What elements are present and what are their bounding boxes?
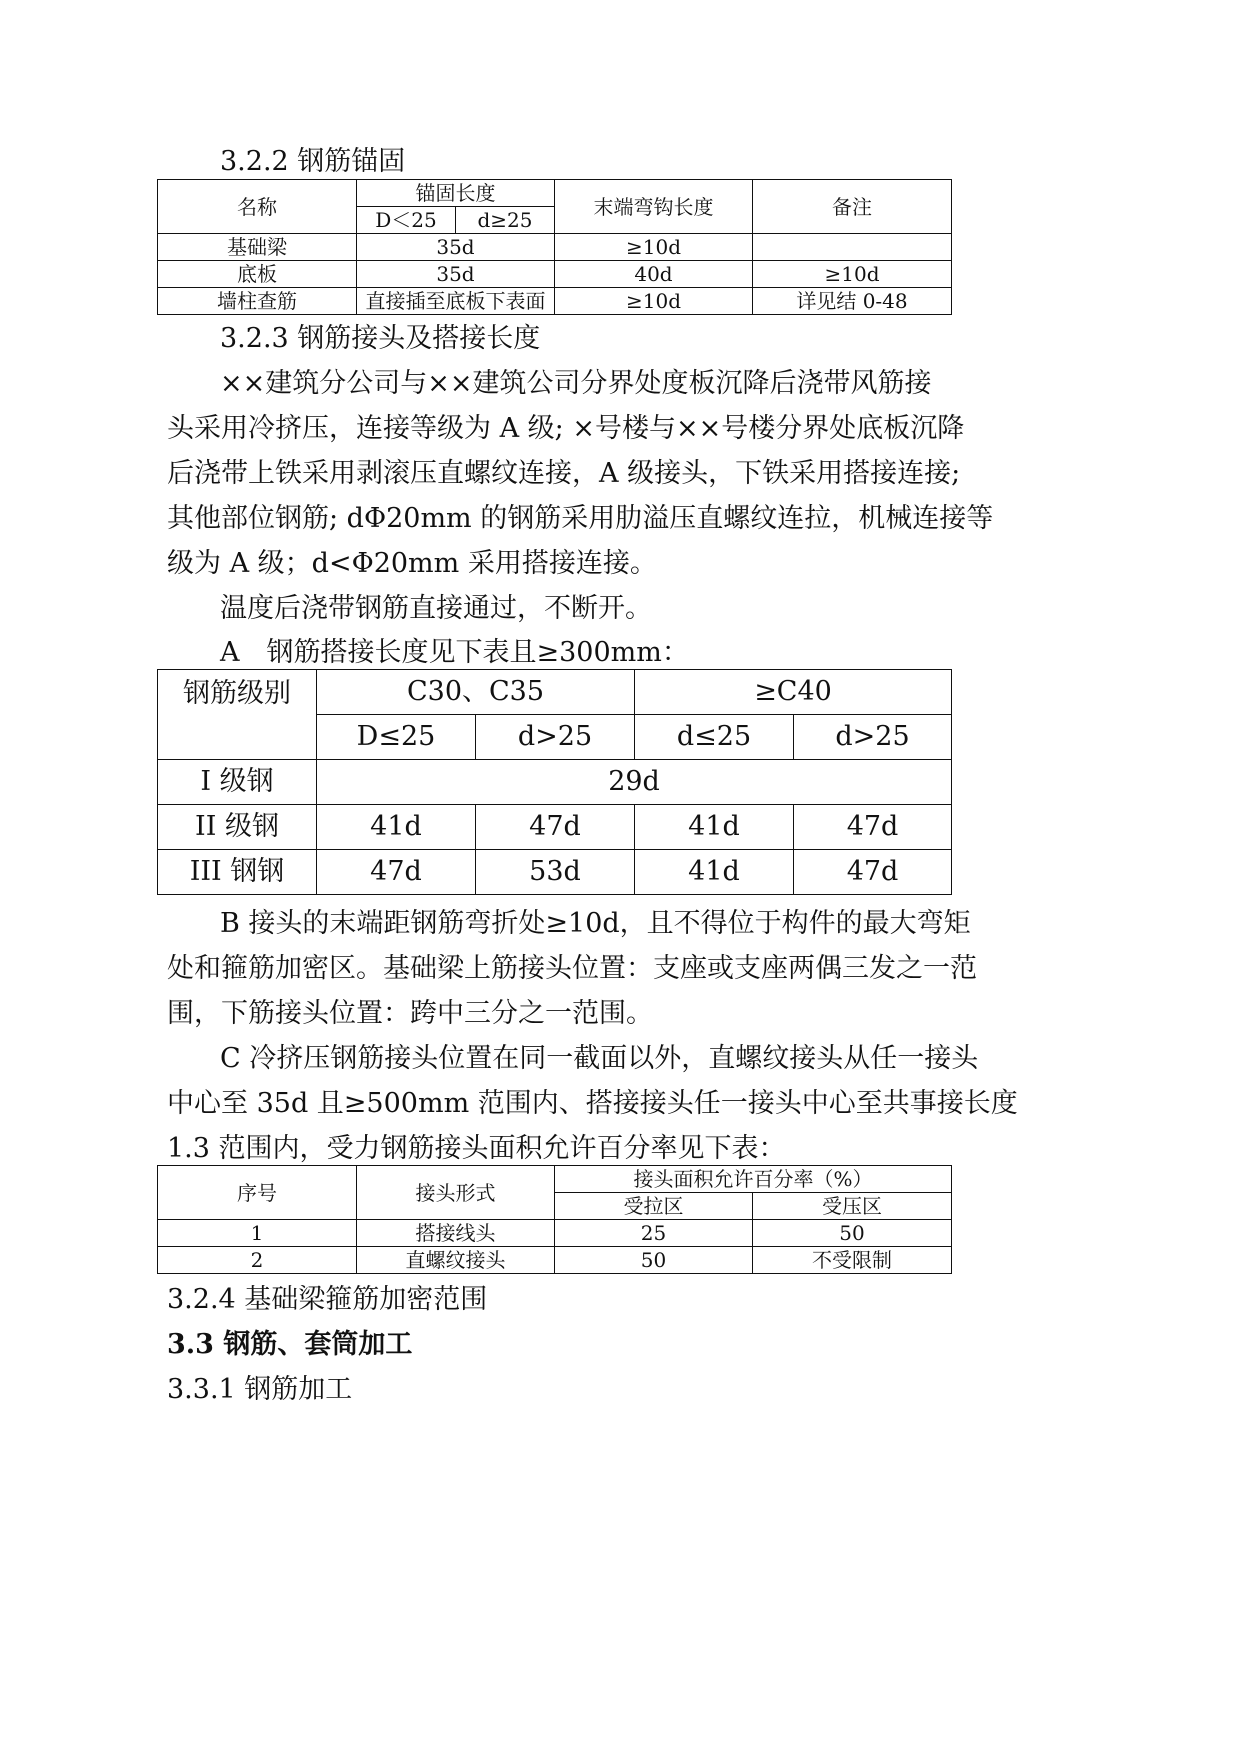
header-form: 接头形式 — [357, 1166, 555, 1220]
cell: 直螺纹接头 — [357, 1247, 555, 1274]
sub-header: d≤25 — [635, 715, 794, 760]
header-tension: 受拉区 — [555, 1193, 753, 1220]
cell: 35d — [357, 234, 555, 261]
table-row — [158, 1247, 952, 1274]
paragraph-line: A 钢筋搭接长度见下表且≥300mm： — [220, 637, 689, 668]
cell: 直接插至底板下表面 — [357, 288, 555, 315]
header-d-lt-25: D＜25 — [357, 207, 456, 234]
cell: 40d — [555, 261, 753, 288]
sub-header: D≤25 — [317, 715, 476, 760]
table-row — [158, 850, 952, 895]
cell: 墙柱查筋 — [158, 288, 357, 315]
header-c40: ≥C40 — [635, 670, 952, 715]
cell: ≥10d — [555, 288, 753, 315]
table-row — [158, 261, 952, 288]
cell: 基础梁 — [158, 234, 357, 261]
header-name: 名称 — [158, 180, 357, 234]
lap-length-table — [157, 669, 952, 895]
cell: 41d — [635, 850, 794, 895]
header-d-ge-25: d≥25 — [456, 207, 555, 234]
paragraph-line: C 冷挤压钢筋接头位置在同一截面以外，直螺纹接头从任一接头 — [220, 1043, 979, 1074]
table-row — [158, 760, 952, 805]
row-label: II 级钢 — [158, 805, 317, 850]
paragraph-line: 其他部位钢筋; dΦ20mm 的钢筋采用肋溢压直螺纹连拉，机械连接等 — [167, 503, 994, 534]
anchorage-table — [157, 179, 952, 315]
cell: 不受限制 — [753, 1247, 952, 1274]
cell: 35d — [357, 261, 555, 288]
cell: 2 — [158, 1247, 357, 1274]
cell: 50 — [753, 1220, 952, 1247]
sub-header: d>25 — [794, 715, 952, 760]
paragraph-line: ××建筑分公司与××建筑公司分界处度板沉降后浇带风筋接 — [220, 368, 932, 399]
cell: 41d — [317, 805, 476, 850]
paragraph-line: 中心至 35d 且≥500mm 范围内、搭接接头任一接头中心至共事接长度 — [167, 1088, 1018, 1119]
header-c30-c35: C30、C35 — [317, 670, 635, 715]
table-row — [158, 234, 952, 261]
cell: 41d — [635, 805, 794, 850]
paragraph-line: 后浇带上铁采用剥滚压直螺纹连接，A 级接头，下铁采用搭接连接; — [167, 458, 961, 489]
heading-3-2-4: 3.2.4 基础梁箍筋加密范围 — [167, 1284, 488, 1315]
cell: 29d — [317, 760, 952, 805]
heading-3-2-2: 3.2.2 钢筋锚固 — [220, 146, 406, 177]
header-anchor-length: 锚固长度 — [357, 180, 555, 207]
cell: 详见结 0-48 — [753, 288, 952, 315]
header-grade: 钢筋级别 — [158, 670, 317, 760]
heading-3-3-1: 3.3.1 钢筋加工 — [167, 1374, 353, 1405]
header-hook-length: 末端弯钩长度 — [555, 180, 753, 234]
cell: 50 — [555, 1247, 753, 1274]
cell: ≥10d — [753, 261, 952, 288]
paragraph-line: 围，下筋接头位置：跨中三分之一范围。 — [167, 998, 653, 1029]
paragraph-line: 处和箍筋加密区。基础梁上筋接头位置：支座或支座两偶三发之一范 — [167, 953, 977, 984]
cell: 25 — [555, 1220, 753, 1247]
header-no: 序号 — [158, 1166, 357, 1220]
cell: 47d — [794, 805, 952, 850]
heading-3-2-3: 3.2.3 钢筋接头及搭接长度 — [220, 323, 541, 354]
sub-header: d>25 — [476, 715, 635, 760]
paragraph-line: 级为 A 级；d<Φ20mm 采用搭接连接。 — [167, 548, 657, 579]
cell: 47d — [794, 850, 952, 895]
paragraph-line: 温度后浇带钢筋直接通过，不断开。 — [220, 593, 652, 624]
cell: 底板 — [158, 261, 357, 288]
table-row — [158, 1220, 952, 1247]
cell — [753, 234, 952, 261]
cell: ≥10d — [555, 234, 753, 261]
cell: 1 — [158, 1220, 357, 1247]
header-compression: 受压区 — [753, 1193, 952, 1220]
cell: 搭接线头 — [357, 1220, 555, 1247]
paragraph-line: B 接头的末端距钢筋弯折处≥10d，且不得位于构件的最大弯矩 — [220, 908, 971, 939]
paragraph-line: 头采用冷挤压，连接等级为 A 级; ×号楼与××号楼分界处底板沉降 — [167, 413, 965, 444]
heading-3-3: 3.3 钢筋、套筒加工 — [167, 1329, 413, 1360]
paragraph-line: 1.3 范围内，受力钢筋接头面积允许百分率见下表： — [167, 1133, 786, 1164]
header-note: 备注 — [753, 180, 952, 234]
table-row — [158, 805, 952, 850]
header-percent: 接头面积允许百分率（%） — [555, 1166, 952, 1193]
table-row — [158, 288, 952, 315]
cell: 47d — [317, 850, 476, 895]
row-label: III 钢钢 — [158, 850, 317, 895]
row-label: I 级钢 — [158, 760, 317, 805]
cell: 53d — [476, 850, 635, 895]
cell: 47d — [476, 805, 635, 850]
joint-area-table — [157, 1165, 952, 1274]
